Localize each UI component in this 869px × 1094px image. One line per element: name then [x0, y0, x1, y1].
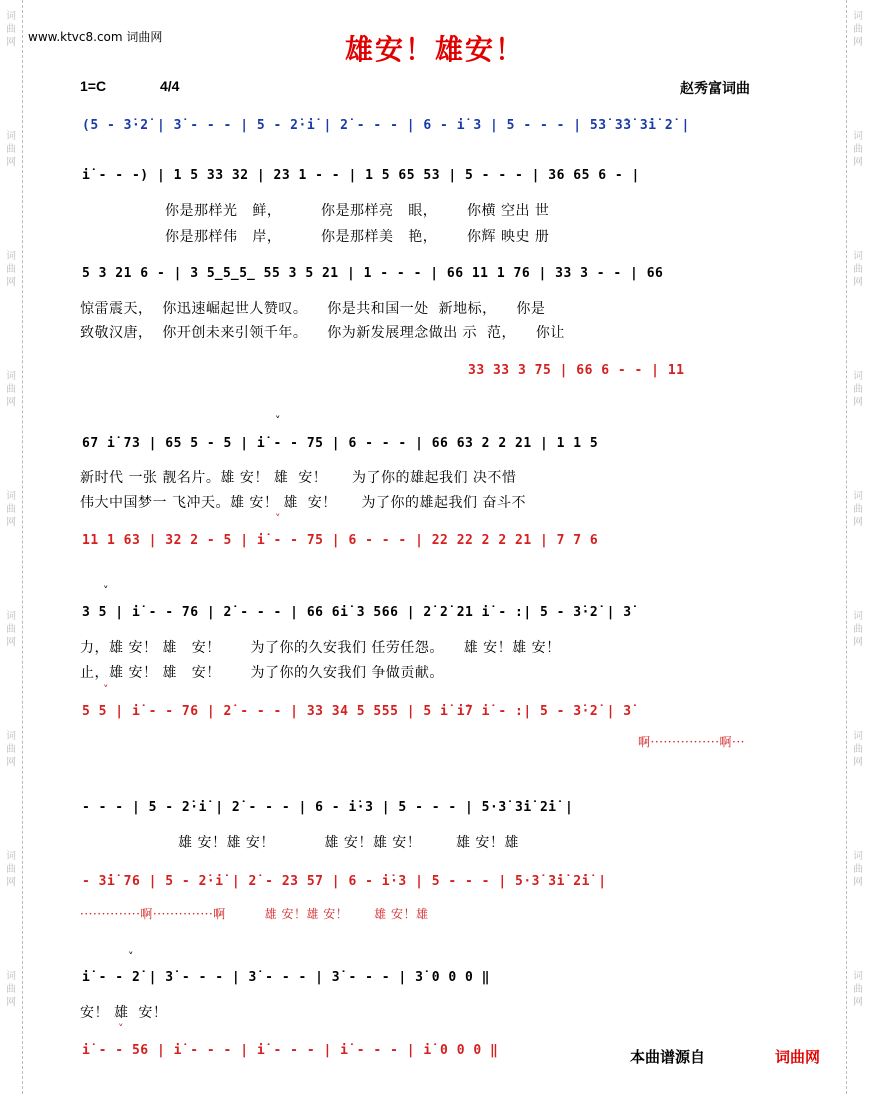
- breath-mark: ˅: [103, 584, 109, 597]
- score-row-melody-1: i̇ - - -) | 1 5 33 32 | 23 1 - - | 1 5 65 53 | 5 - - - | 36 65 6 - |: [82, 168, 640, 183]
- song-title: 雄安！雄安！: [345, 33, 526, 66]
- key-signature: 1=C: [80, 78, 107, 94]
- lyric-verse2-line2: 致敬汉唐， 你开创未来引领千年。 你为新发展理念做出 示 范， 你让: [80, 325, 565, 341]
- watermark-left-9: 词曲网: [6, 971, 16, 1008]
- watermark-right-7: 词曲网: [853, 731, 863, 768]
- watermark-left-5: 词曲网: [6, 491, 16, 528]
- score-row-melody-6: i̇ - - 2̇ | 3̇ - - - | 3̇ - - - | 3̇ - - - | 3̇ 0 0 0 ‖: [82, 970, 491, 985]
- watermark-right-1: 词曲网: [853, 11, 863, 48]
- lyric-verse2-line4: 止，雄 安！ 雄 安！ 为了你的久安我们 争做贡献。: [80, 665, 444, 681]
- watermark-right-9: 词曲网: [853, 971, 863, 1008]
- watermark-left-3: 词曲网: [6, 251, 16, 288]
- lyric-melody-5: 雄 安！雄 安！ 雄 安！雄 安！ 雄 安！雄: [178, 835, 519, 851]
- watermark-left-4: 词曲网: [6, 371, 16, 408]
- score-row-harmony-3: 11 1 63 | 32 2 - 5 | i̇ - - 75 | 6 - - - | 22 22 2 2 21 | 7 7 6: [82, 533, 599, 548]
- lyric-verse1-line2: 惊雷震天， 你迅速崛起世人赞叹。 你是共和国一处 新地标， 你是: [80, 301, 546, 317]
- watermark-right-5: 词曲网: [853, 491, 863, 528]
- watermark-right-2: 词曲网: [853, 131, 863, 168]
- watermark-left-1: 词曲网: [6, 11, 16, 48]
- lyric-verse2-line1: 你是那样伟 岸， 你是那样美 艳， 你辉 映史 册: [165, 229, 550, 245]
- score-row-intro: (5 - 3̇·2̇ | 3̇ - - - | 5 - 2̇·i̇ | 2̇ - - - | 6 - i̇ 3 | 5 - - - | 53̇ 3̇3̇ 3̇i̇ 2̇ |: [82, 118, 690, 133]
- watermark-right-8: 词曲网: [853, 851, 863, 888]
- composer-credit: 赵秀富词曲: [680, 80, 750, 96]
- score-row-harmony-4: 5 5 | i̇ - - 76 | 2̇ - - - | 33 34 5 555 | 5 i̇ i̇7 i̇ - :| 5 - 3̇·2̇ | 3̇: [82, 704, 632, 719]
- breath-mark-red: ˅: [275, 512, 281, 525]
- site-url: www.ktvc8.com 词曲网: [28, 30, 163, 44]
- breath-mark-red: ˅: [103, 683, 109, 696]
- lyric-verse2-line3: 伟大中国梦一 飞冲天。雄 安！ 雄 安！ 为了你的雄起我们 奋斗不: [80, 495, 526, 511]
- source-label: 本曲谱源自: [630, 1048, 706, 1066]
- lyric-harmony-4: 啊················啊···: [638, 735, 745, 749]
- watermark-right-3: 词曲网: [853, 251, 863, 288]
- score-row-harmony-5: - 3̇i̇ 76 | 5 - 2̇·i̇ | 2̇ - 23 57 | 6 - i̇·3 | 5 - - - | 5·3̇ 3̇i̇ 2̇i̇ |: [82, 874, 607, 889]
- score-row-melody-3: 67 i̇ 73 | 65 5 - 5 | i̇ - - 75 | 6 - - - | 66 63 2 2 21 | 1 1 5: [82, 436, 599, 451]
- lyric-melody-6: 安！ 雄 安！: [80, 1005, 168, 1021]
- watermark-left-6: 词曲网: [6, 611, 16, 648]
- score-row-harmony-2: 33 33 3 75 | 66 6 - - | 11: [468, 363, 685, 378]
- breath-mark: ˅: [128, 950, 134, 963]
- watermark-left-2: 词曲网: [6, 131, 16, 168]
- watermark-right-6: 词曲网: [853, 611, 863, 648]
- score-row-melody-2: 5 3 21 6 - | 3 5̲5̲5̲ 55 3 5 21 | 1 - - - | 66 11 1 76 | 33 3 - - | 66: [82, 266, 664, 281]
- score-row-harmony-6: i̇ - - 56 | i̇ - - - | i̇ - - - | i̇ - - - | i̇ 0 0 0 ‖: [82, 1043, 499, 1058]
- watermark-right-4: 词曲网: [853, 371, 863, 408]
- score-row-melody-5: - - - | 5 - 2̇·i̇ | 2̇ - - - | 6 - i̇·3 | 5 - - - | 5·3̇ 3̇i̇ 2̇i̇ |: [82, 800, 574, 815]
- watermark-left-8: 词曲网: [6, 851, 16, 888]
- source-site-link[interactable]: 词曲网: [775, 1048, 821, 1066]
- breath-mark: ˅: [275, 414, 281, 427]
- lyric-verse1-line4: 力，雄 安！ 雄 安！ 为了你的久安我们 任劳任怨。 雄 安！雄 安！: [80, 640, 561, 656]
- lyric-harmony-5: ··············啊··············啊 雄 安！雄 安！ 雄 安！雄: [80, 907, 429, 921]
- breath-mark-red: ˅: [118, 1022, 124, 1035]
- score-row-melody-4: 3 5 | i̇ - - 76 | 2̇ - - - | 66 6i̇ 3 566 | 2̇ 2̇ 21 i̇ - :| 5 - 3̇·2̇ | 3̇: [82, 605, 632, 620]
- time-signature: 4/4: [160, 78, 180, 94]
- lyric-verse1-line1: 你是那样光 鲜， 你是那样亮 眼， 你横 空出 世: [165, 203, 550, 219]
- watermark-left-7: 词曲网: [6, 731, 16, 768]
- lyric-verse1-line3: 新时代 一张 靓名片。雄 安！ 雄 安！ 为了你的雄起我们 决不惜: [80, 470, 517, 486]
